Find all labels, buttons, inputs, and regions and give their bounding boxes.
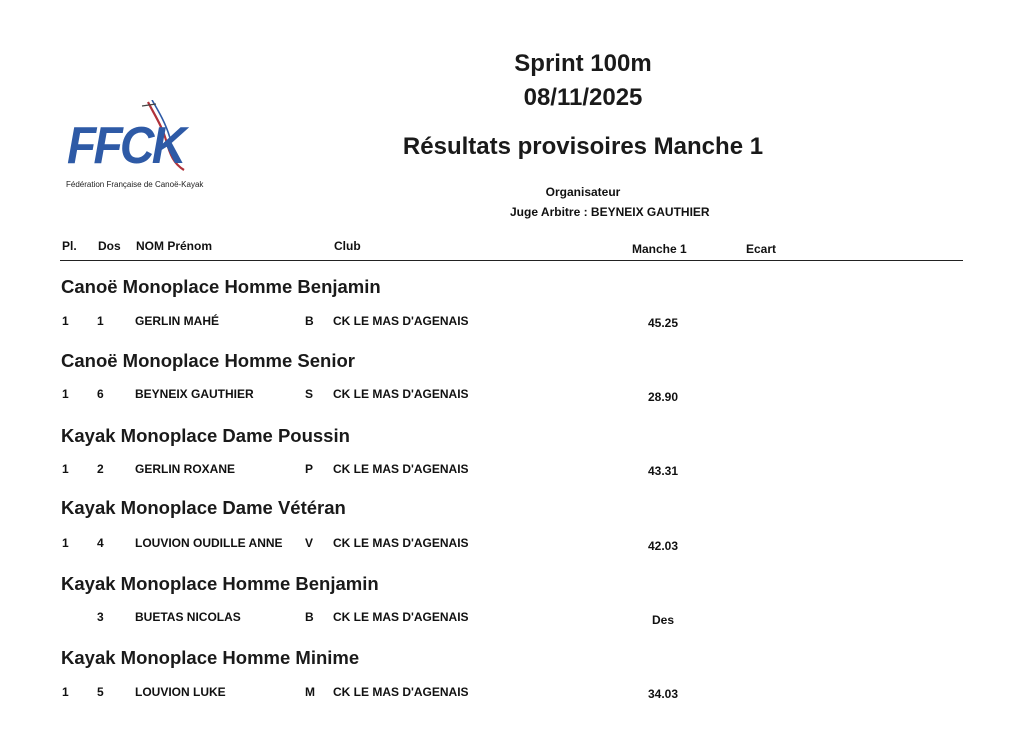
row-bib: 5 — [97, 685, 104, 699]
category-heading: Kayak Monoplace Dame Vétéran — [61, 497, 346, 518]
header-divider — [60, 260, 963, 261]
row-place: 1 — [62, 536, 69, 550]
category-heading: Kayak Monoplace Dame Poussin — [61, 425, 350, 446]
results-title: Résultats provisoires Manche 1 — [402, 133, 764, 160]
row-club: CK LE MAS D'AGENAIS — [333, 462, 469, 476]
row-manche1: 28.90 — [647, 390, 679, 404]
row-club: CK LE MAS D'AGENAIS — [333, 536, 469, 550]
col-header-dos: Dos — [98, 239, 121, 253]
row-manche1: 45.25 — [647, 316, 679, 330]
row-bib: 3 — [97, 610, 104, 624]
row-name: BUETAS NICOLAS — [135, 610, 241, 624]
row-manche1: 42.03 — [647, 539, 679, 553]
row-name: BEYNEIX GAUTHIER — [135, 387, 254, 401]
row-place: 1 — [62, 462, 69, 476]
federation-name: Fédération Française de Canoë-Kayak — [66, 180, 204, 189]
row-class: M — [305, 685, 315, 699]
row-class: B — [305, 610, 314, 624]
row-manche1: Des — [651, 613, 674, 627]
logo-letters: FFCK — [67, 117, 184, 175]
category-heading: Kayak Monoplace Homme Minime — [61, 647, 360, 668]
row-name: LOUVION LUKE — [135, 685, 226, 699]
row-name: GERLIN MAHÉ — [135, 314, 219, 328]
row-place: 1 — [62, 685, 69, 699]
row-manche1: 43.31 — [647, 464, 679, 478]
row-class: V — [305, 536, 314, 550]
organisateur-label: Organisateur — [545, 185, 621, 199]
row-place: 1 — [62, 387, 69, 401]
category-heading: Canoë Monoplace Homme Senior — [61, 350, 355, 371]
row-bib: 4 — [97, 536, 104, 550]
row-class: P — [305, 462, 314, 476]
row-class: B — [305, 314, 314, 328]
ffck-logo — [62, 100, 212, 192]
event-title: Sprint 100m — [514, 50, 652, 77]
row-name: LOUVION OUDILLE ANNE — [135, 536, 283, 550]
event-date: 08/11/2025 — [523, 84, 643, 111]
col-header-nom: NOM Prénom — [136, 239, 213, 253]
row-club: CK LE MAS D'AGENAIS — [333, 610, 469, 624]
row-bib: 6 — [97, 387, 104, 401]
row-club: CK LE MAS D'AGENAIS — [333, 314, 469, 328]
row-bib: 2 — [97, 462, 104, 476]
col-header-manche1: Manche 1 — [632, 242, 687, 256]
row-bib: 1 — [97, 314, 104, 328]
row-club: CK LE MAS D'AGENAIS — [333, 685, 469, 699]
col-header-ecart: Ecart — [746, 242, 777, 256]
row-name: GERLIN ROXANE — [135, 462, 236, 476]
row-place: 1 — [62, 314, 69, 328]
row-manche1: 34.03 — [647, 687, 679, 701]
col-header-pl: Pl. — [62, 239, 77, 253]
col-header-club: Club — [334, 239, 361, 253]
juge-arbitre: Juge Arbitre : BEYNEIX GAUTHIER — [510, 205, 710, 219]
category-heading: Canoë Monoplace Homme Benjamin — [61, 276, 381, 297]
row-club: CK LE MAS D'AGENAIS — [333, 387, 469, 401]
category-heading: Kayak Monoplace Homme Benjamin — [61, 573, 379, 594]
row-class: S — [305, 387, 314, 401]
